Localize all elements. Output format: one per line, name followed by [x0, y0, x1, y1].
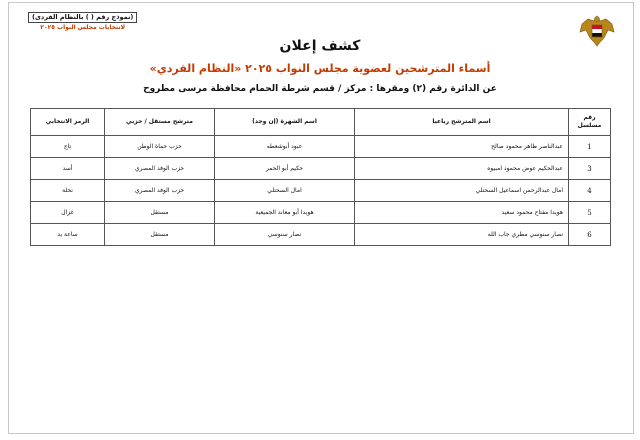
district-line: عن الدائرة رقم (٢) ومقرها : مركز / قسم شرطة الحمام محافظة مرسى مطروح: [143, 84, 497, 94]
table-row: [31, 136, 611, 158]
form-reference: [28, 12, 137, 32]
header-name: اسم المترشح رباعيا: [355, 109, 569, 136]
row-name: عبدالناصر طاهر محمود صالح: [355, 136, 569, 158]
row-nickname: عبود أبوشعطه: [215, 136, 355, 158]
header-nickname: اسم الشهرة (إن وجد): [215, 109, 355, 136]
header-symbol: الرمز الانتخابي: [31, 109, 105, 136]
row-nickname: نصار سنوسي: [215, 224, 355, 246]
row-serial: 1: [569, 136, 611, 158]
row-nickname: امال السحتلي: [215, 180, 355, 202]
table-header-row: [31, 109, 611, 136]
row-nickname: حكيم أبو الحمر: [215, 158, 355, 180]
row-affiliation: حزب حماة الوطن: [105, 136, 215, 158]
row-affiliation: حزب الوفد المصري: [105, 180, 215, 202]
candidates-table: [30, 108, 611, 246]
row-affiliation: حزب الوفد المصري: [105, 158, 215, 180]
table-row: [31, 180, 611, 202]
row-symbol: أسد: [31, 158, 105, 180]
row-serial: 4: [569, 180, 611, 202]
form-reference-line1: (نموذج رقم ( ) بالنظام الفردى): [28, 12, 137, 23]
table-row: [31, 224, 611, 246]
row-serial: 5: [569, 202, 611, 224]
row-name: امال عبدالرحمن اسماعيل السحتلي: [355, 180, 569, 202]
row-symbol: نخلة: [31, 180, 105, 202]
header-serial: رقم مسلسل: [569, 109, 611, 136]
row-serial: 3: [569, 158, 611, 180]
row-symbol: غزال: [31, 202, 105, 224]
page-title: كشف إعلان: [279, 38, 361, 54]
row-symbol: ساعة يد: [31, 224, 105, 246]
row-nickname: هويدا أبو معاند الجميعية: [215, 202, 355, 224]
header-affiliation: مترشح مستقل / حزبي: [105, 109, 215, 136]
row-name: عبدالحكيم عوض محمود امبيوه: [355, 158, 569, 180]
row-symbol: تاج: [31, 136, 105, 158]
page-subtitle: أسماء المترشحين لعضوية مجلس النواب ٢٠٢٥ «النظام الفردي»: [149, 62, 491, 75]
row-affiliation: مستقل: [105, 224, 215, 246]
row-name: نصار سنوسي مطري جاب الله: [355, 224, 569, 246]
table-row: [31, 158, 611, 180]
row-name: هويدا مفتاح محمود سعيد: [355, 202, 569, 224]
row-serial: 6: [569, 224, 611, 246]
row-affiliation: مستقل: [105, 202, 215, 224]
form-reference-line2: لانتخابات مجلس النواب ٢٠٢٥: [40, 24, 126, 31]
table-row: [31, 202, 611, 224]
